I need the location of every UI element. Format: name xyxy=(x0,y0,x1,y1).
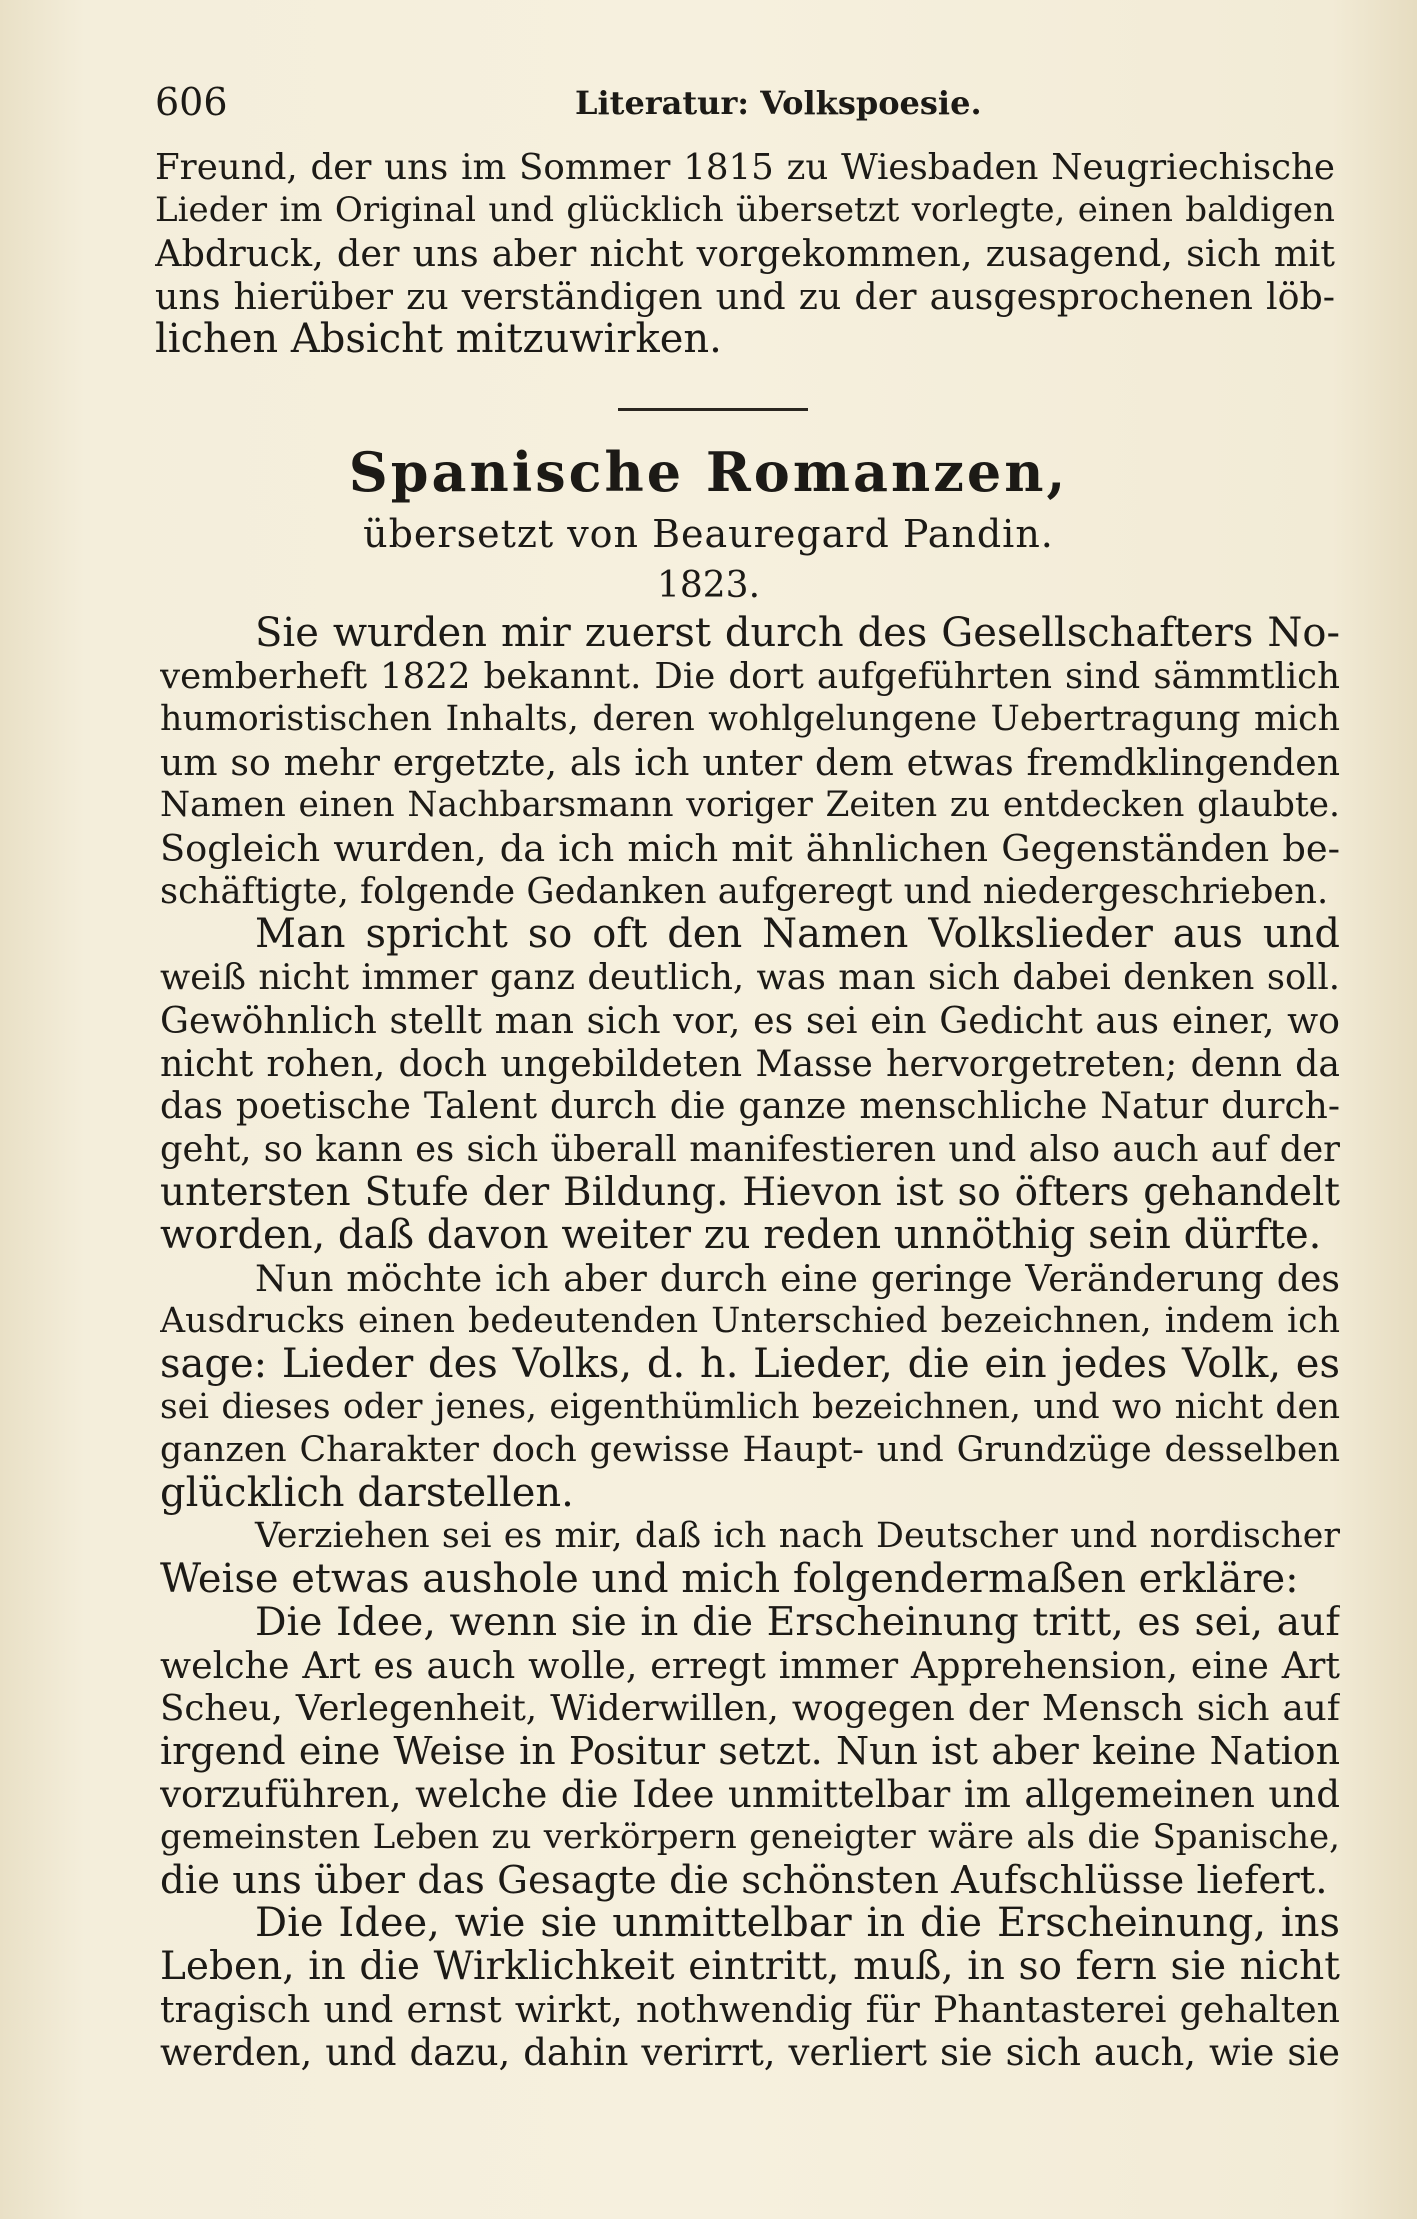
text-line: Gewöhnlich stellt man sich vor, es sei ein Gedicht aus einer, wo xyxy=(160,999,1340,1042)
text-line: Verziehen sei es mir, daß ich nach Deutscher und nordischer xyxy=(255,1516,1340,1556)
text-line: Scheu, Verlegenheit, Widerwillen, wogegen der Mensch sich auf xyxy=(160,1688,1340,1729)
page-number: 606 xyxy=(155,80,228,124)
running-title: Literatur: Volkspoesie. xyxy=(575,84,982,122)
text-line: sage: Lieder des Volks, d. h. Lieder, die ein jedes Volk, es xyxy=(160,1343,1340,1386)
section-subtitle: übersetzt von Beauregard Pandin. xyxy=(363,512,1054,556)
text-line: tragisch und ernst wirkt, nothwendig für Phantasterei gehalten xyxy=(160,1988,1340,2031)
text-line: Freund, der uns im Sommer 1815 zu Wiesbaden Neugriechische xyxy=(155,147,1335,188)
text-line: das poetische Talent durch die ganze menschliche Natur durch- xyxy=(160,1086,1340,1127)
text-line: Man spricht so oft den Namen Volkslieder aus und xyxy=(255,913,1340,956)
text-line: Lieder im Original und glücklich übersetzt vorlegte, einen baldigen xyxy=(155,190,1335,230)
section-year: 1823. xyxy=(656,565,761,606)
text-line: Namen einen Nachbarsmann voriger Zeiten zu entdecken glaubte. xyxy=(160,785,1340,825)
text-line: vorzuführen, welche die Idee unmittelbar im allgemeinen und xyxy=(160,1773,1340,1816)
text-line: vemberheft 1822 bekannt. Die dort aufgeführten sind sämmtlich xyxy=(160,656,1340,697)
page-header xyxy=(155,80,1335,140)
text-line: werden, und dazu, dahin verirrt, verliert sie sich auch, wie sie xyxy=(160,2031,1340,2074)
text-line: Nun möchte ich aber durch eine geringe Veränderung des xyxy=(255,1257,1340,1300)
text-line: um so mehr ergetzte, als ich unter dem etwas fremdklingenden xyxy=(160,741,1340,784)
text-line: Leben, in die Wirklichkeit eintritt, muß, in so fern sie nicht xyxy=(160,1945,1340,1988)
text-line: ganzen Charakter doch gewisse Haupt- und Grundzüge desselben xyxy=(160,1430,1340,1470)
text-line: glücklich darstellen. xyxy=(160,1472,574,1515)
text-line: Die Idee, wie sie unmittelbar in die Erscheinung, ins xyxy=(255,1902,1340,1945)
section-title: Spanische Romanzen, xyxy=(348,440,1069,504)
text-line: Sie wurden mir zuerst durch des Gesellschafters No- xyxy=(255,612,1340,655)
text-line: Abdruck, der uns aber nicht vorgekommen, zusagend, sich mit xyxy=(155,232,1335,275)
intro-paragraph xyxy=(155,146,1335,361)
text-line: die uns über das Gesagte die schönsten Aufschlüsse liefert. xyxy=(160,1859,1328,1902)
text-line: lichen Absicht mitzuwirken. xyxy=(155,318,722,361)
text-line: nicht rohen, doch ungebildeten Masse hervorgetreten; denn da xyxy=(160,1042,1340,1085)
text-line: geht, so kann es sich überall manifestieren und also auch auf der xyxy=(160,1129,1340,1170)
text-line: weiß nicht immer ganz deutlich, was man sich dabei denken soll. xyxy=(160,957,1340,998)
text-line: irgend eine Weise in Positur setzt. Nun ist aber keine Nation xyxy=(160,1730,1340,1773)
text-line: welche Art es auch wolle, erregt immer Apprehension, eine Art xyxy=(160,1644,1340,1687)
text-line: Ausdrucks einen bedeutenden Unterschied bezeichnen, indem ich xyxy=(160,1301,1340,1341)
text-line: worden, daß davon weiter zu reden unnöthig sein dürfte. xyxy=(160,1214,1322,1257)
text-line: untersten Stufe der Bildung. Hievon ist so öfters gehandelt xyxy=(160,1171,1340,1214)
text-line: Sogleich wurden, da ich mich mit ähnlichen Gegenständen be- xyxy=(160,827,1340,870)
text-line: Weise etwas aushole und mich folgendermaßen erkläre: xyxy=(160,1558,1299,1601)
text-line: humoristischen Inhalts, deren wohlgelungene Uebertragung mich xyxy=(160,699,1340,739)
text-line: schäftigte, folgende Gedanken aufgeregt und niedergeschrieben. xyxy=(160,871,1329,912)
text-line: uns hierüber zu verständigen und zu der ausgesprochenen löb- xyxy=(155,275,1335,318)
text-line: Die Idee, wenn sie in die Erscheinung tritt, es sei, auf xyxy=(255,1601,1340,1644)
body-text xyxy=(160,612,1340,2074)
text-line: sei dieses oder jenes, eigenthümlich bezeichnen, und wo nicht den xyxy=(160,1387,1340,1427)
section-divider xyxy=(618,408,808,411)
text-line: gemeinsten Leben zu verkörpern geneigter wäre als die Spanische, xyxy=(160,1817,1340,1857)
